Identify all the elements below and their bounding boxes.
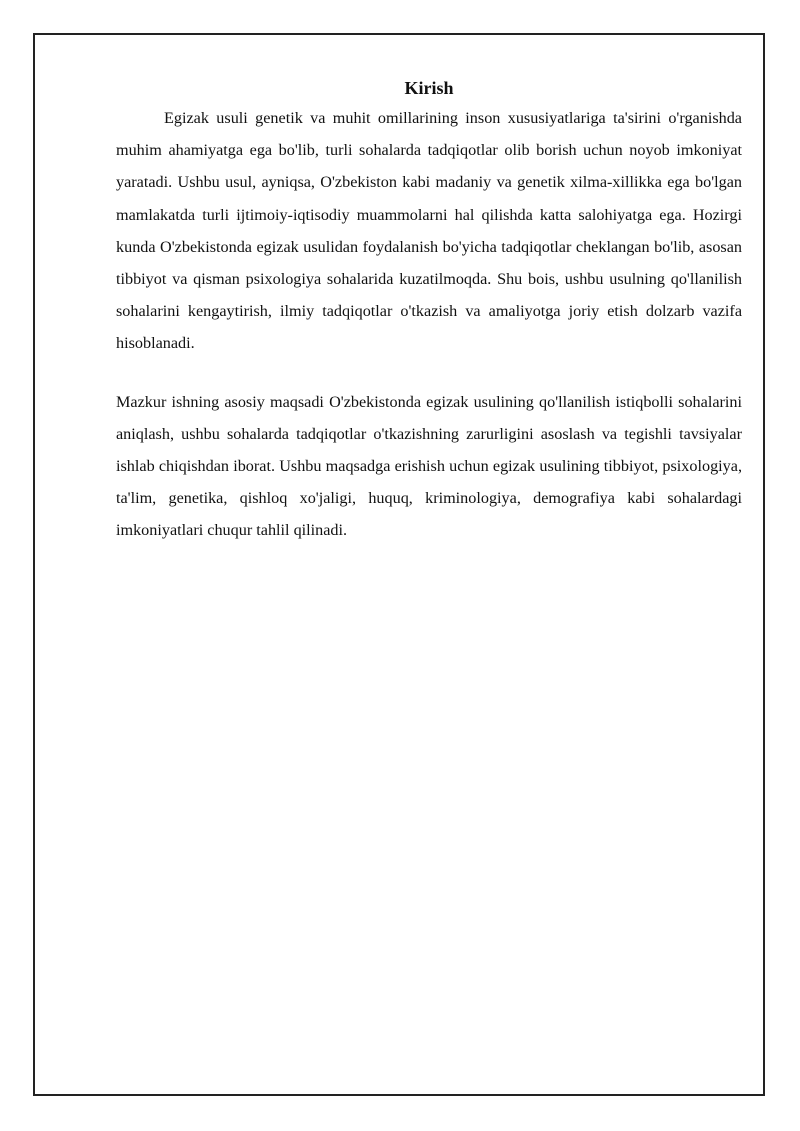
document-title: Kirish [404, 78, 454, 98]
paragraph-introduction: Egizak usuli genetik va muhit omillarining inson xususiyatlariga ta'sirini o'rganishda muhim ahamiyatga ega bo'lib, turli sohalarda tadqiqotlar olib borish uchun noyob imkoniyat yaratadi. Ushbu usul, ayniqsa, O'zbekiston kabi madaniy va genetik xilma-xillikka ega bo'lgan mamlakatda turli ijtimoiy-iqtisodiy muammolarni hal qilishda katta salohiyatga ega. Hozirgi kunda O'zbekistonda egizak usulidan foydalanish bo'yicha tadqiqotlar cheklangan bo'lib, asosan tibbiyot va qisman psixologiya sohalarida kuzatilmoqda. Shu bois, ushbu usulning qo'llanilish sohalarini kengaytirish, ilmiy tadqiqotlar o'tkazish va amaliyotga joriy etish dolzarb vazifa hisoblanadi. [116, 109, 742, 353]
paragraph-purpose: Mazkur ishning asosiy maqsadi O'zbekistonda egizak usulining qo'llanilish istiqbolli sohalarini aniqlash, ushbu sohalarda tadqiqotlar o'tkazishning zarurligini asoslash va tegishli tavsiyalar ishlab chiqishdan iborat. Ushbu maqsadga erishish uchun egizak usulining tibbiyot, psixologiya, ta'lim, genetika, qishloq xo'jaligi, huquq, kriminologiya, demografiya kabi sohalardagi imkoniyatlari chuqur tahlil qilinadi. [116, 392, 742, 540]
document-body [116, 74, 742, 547]
